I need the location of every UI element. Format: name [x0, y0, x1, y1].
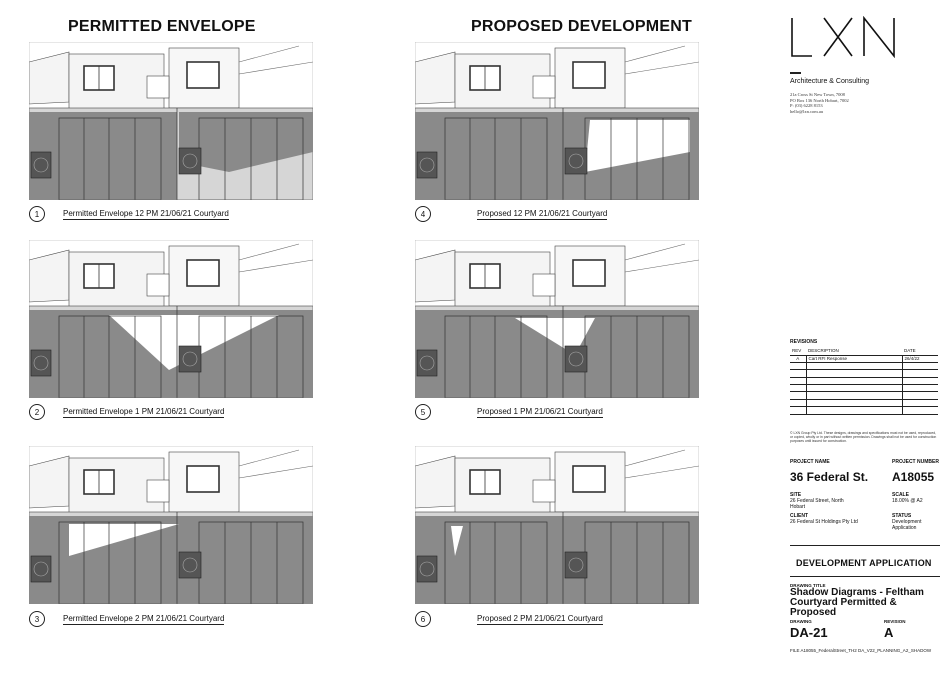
shadow-diagram-6 — [415, 446, 699, 604]
description-header: DESCRIPTION — [806, 347, 902, 355]
site-label: SITE — [790, 492, 802, 498]
date-header: DATE — [902, 347, 938, 355]
revisions-table — [790, 347, 938, 415]
rev-cell: A — [790, 355, 806, 362]
caption-text: Proposed 1 PM 21/06/21 Courtyard — [477, 406, 603, 416]
table-row — [790, 399, 938, 406]
site-value: 26 Federal Street, North Hobart — [790, 498, 844, 510]
drawing-title-label: DRAWING TITLE — [790, 583, 826, 588]
copyright-disclaimer: © LXN Group Pty Ltd. These designs, drawings and specifications must not be used, reproduced, or copied, wholly or in part without written permission. Drawings shall not be used for construction purposes until issued for construction. — [790, 431, 937, 444]
client-label: CLIENT — [790, 513, 809, 519]
project-number: A18055 — [892, 470, 935, 484]
project-name: 36 Federal St. — [790, 470, 869, 484]
elevation-drawing — [29, 240, 313, 398]
revision-value: A — [884, 625, 894, 640]
view-number: 4 — [415, 206, 431, 222]
heading-proposed-development: PROPOSED DEVELOPMENT — [471, 18, 692, 35]
description-cell: Cart RFI Response — [806, 355, 902, 362]
caption-4 — [415, 206, 607, 222]
elevation-drawing — [29, 446, 313, 604]
shadow-diagram-1 — [29, 42, 313, 200]
drawing-title: Shadow Diagrams - Feltham Courtyard Permitted & Proposed — [790, 587, 924, 618]
caption-2 — [29, 404, 224, 420]
caption-1 — [29, 206, 229, 222]
table-row — [790, 377, 938, 384]
file-path: FILE A18055_FederalStreet_TH2 DA_V22_PLANNING_A2_SHADOW — [790, 648, 932, 653]
caption-text: Proposed 2 PM 21/06/21 Courtyard — [477, 613, 603, 623]
view-number: 3 — [29, 611, 45, 627]
elevation-drawing — [415, 42, 699, 200]
heading-permitted-envelope: PERMITTED ENVELOPE — [68, 18, 256, 35]
view-number: 6 — [415, 611, 431, 627]
firm-address — [790, 92, 849, 114]
client-value: 26 Federal St Holdings Pty Ltd — [790, 519, 858, 525]
scale-label: SCALE — [892, 492, 909, 498]
table-row — [790, 362, 938, 369]
divider — [790, 545, 940, 546]
divider — [790, 576, 940, 577]
caption-5 — [415, 404, 603, 420]
table-row — [790, 355, 938, 362]
table-row — [790, 407, 938, 414]
logo-divider — [790, 72, 801, 74]
table-row — [790, 385, 938, 392]
status-value: Development Application — [892, 519, 922, 531]
shadow-diagram-2 — [29, 240, 313, 398]
address-line: PO Box 136 North Hobart, 7002 — [790, 97, 849, 103]
project-name-label: PROJECT NAME — [790, 459, 830, 465]
status-label: STATUS — [892, 513, 912, 519]
revision-label: REVISION — [884, 619, 906, 624]
rev-header: REV — [790, 347, 806, 355]
elevation-drawing — [29, 42, 313, 200]
drawing-label: DRAWING — [790, 619, 812, 624]
firm-tagline: Architecture & Consulting — [790, 78, 869, 85]
caption-text: Permitted Envelope 12 PM 21/06/21 Courtyard — [63, 208, 229, 218]
lxn-logo — [790, 16, 902, 58]
shadow-diagram-3 — [29, 446, 313, 604]
revisions-label: REVISIONS — [790, 339, 818, 345]
elevation-drawing — [415, 240, 699, 398]
caption-3 — [29, 611, 224, 627]
address-line: hello@lxn.com.au — [790, 108, 824, 114]
shadow-diagram-5 — [415, 240, 699, 398]
caption-text: Proposed 12 PM 21/06/21 Courtyard — [477, 208, 608, 218]
project-number-label: PROJECT NUMBER — [892, 459, 939, 465]
development-application-title: DEVELOPMENT APPLICATION — [796, 558, 932, 568]
table-row — [790, 392, 938, 399]
drawing-number: DA-21 — [790, 625, 828, 640]
view-number: 1 — [29, 206, 45, 222]
address-line: 21a Cross St New Town, 7008 — [790, 92, 845, 97]
caption-text: Permitted Envelope 2 PM 21/06/21 Courtyard — [63, 613, 225, 623]
caption-6 — [415, 611, 603, 627]
date-cell: 26/4/22 — [902, 355, 938, 362]
address-line: P: (03) 6228 8153 — [790, 103, 823, 109]
view-number: 5 — [415, 404, 431, 420]
scale-value: 18.00% @ A2 — [892, 498, 923, 504]
caption-text: Permitted Envelope 1 PM 21/06/21 Courtyard — [63, 406, 225, 416]
shadow-diagram-4 — [415, 42, 699, 200]
elevation-drawing — [415, 446, 699, 604]
view-number: 2 — [29, 404, 45, 420]
table-row — [790, 370, 938, 377]
